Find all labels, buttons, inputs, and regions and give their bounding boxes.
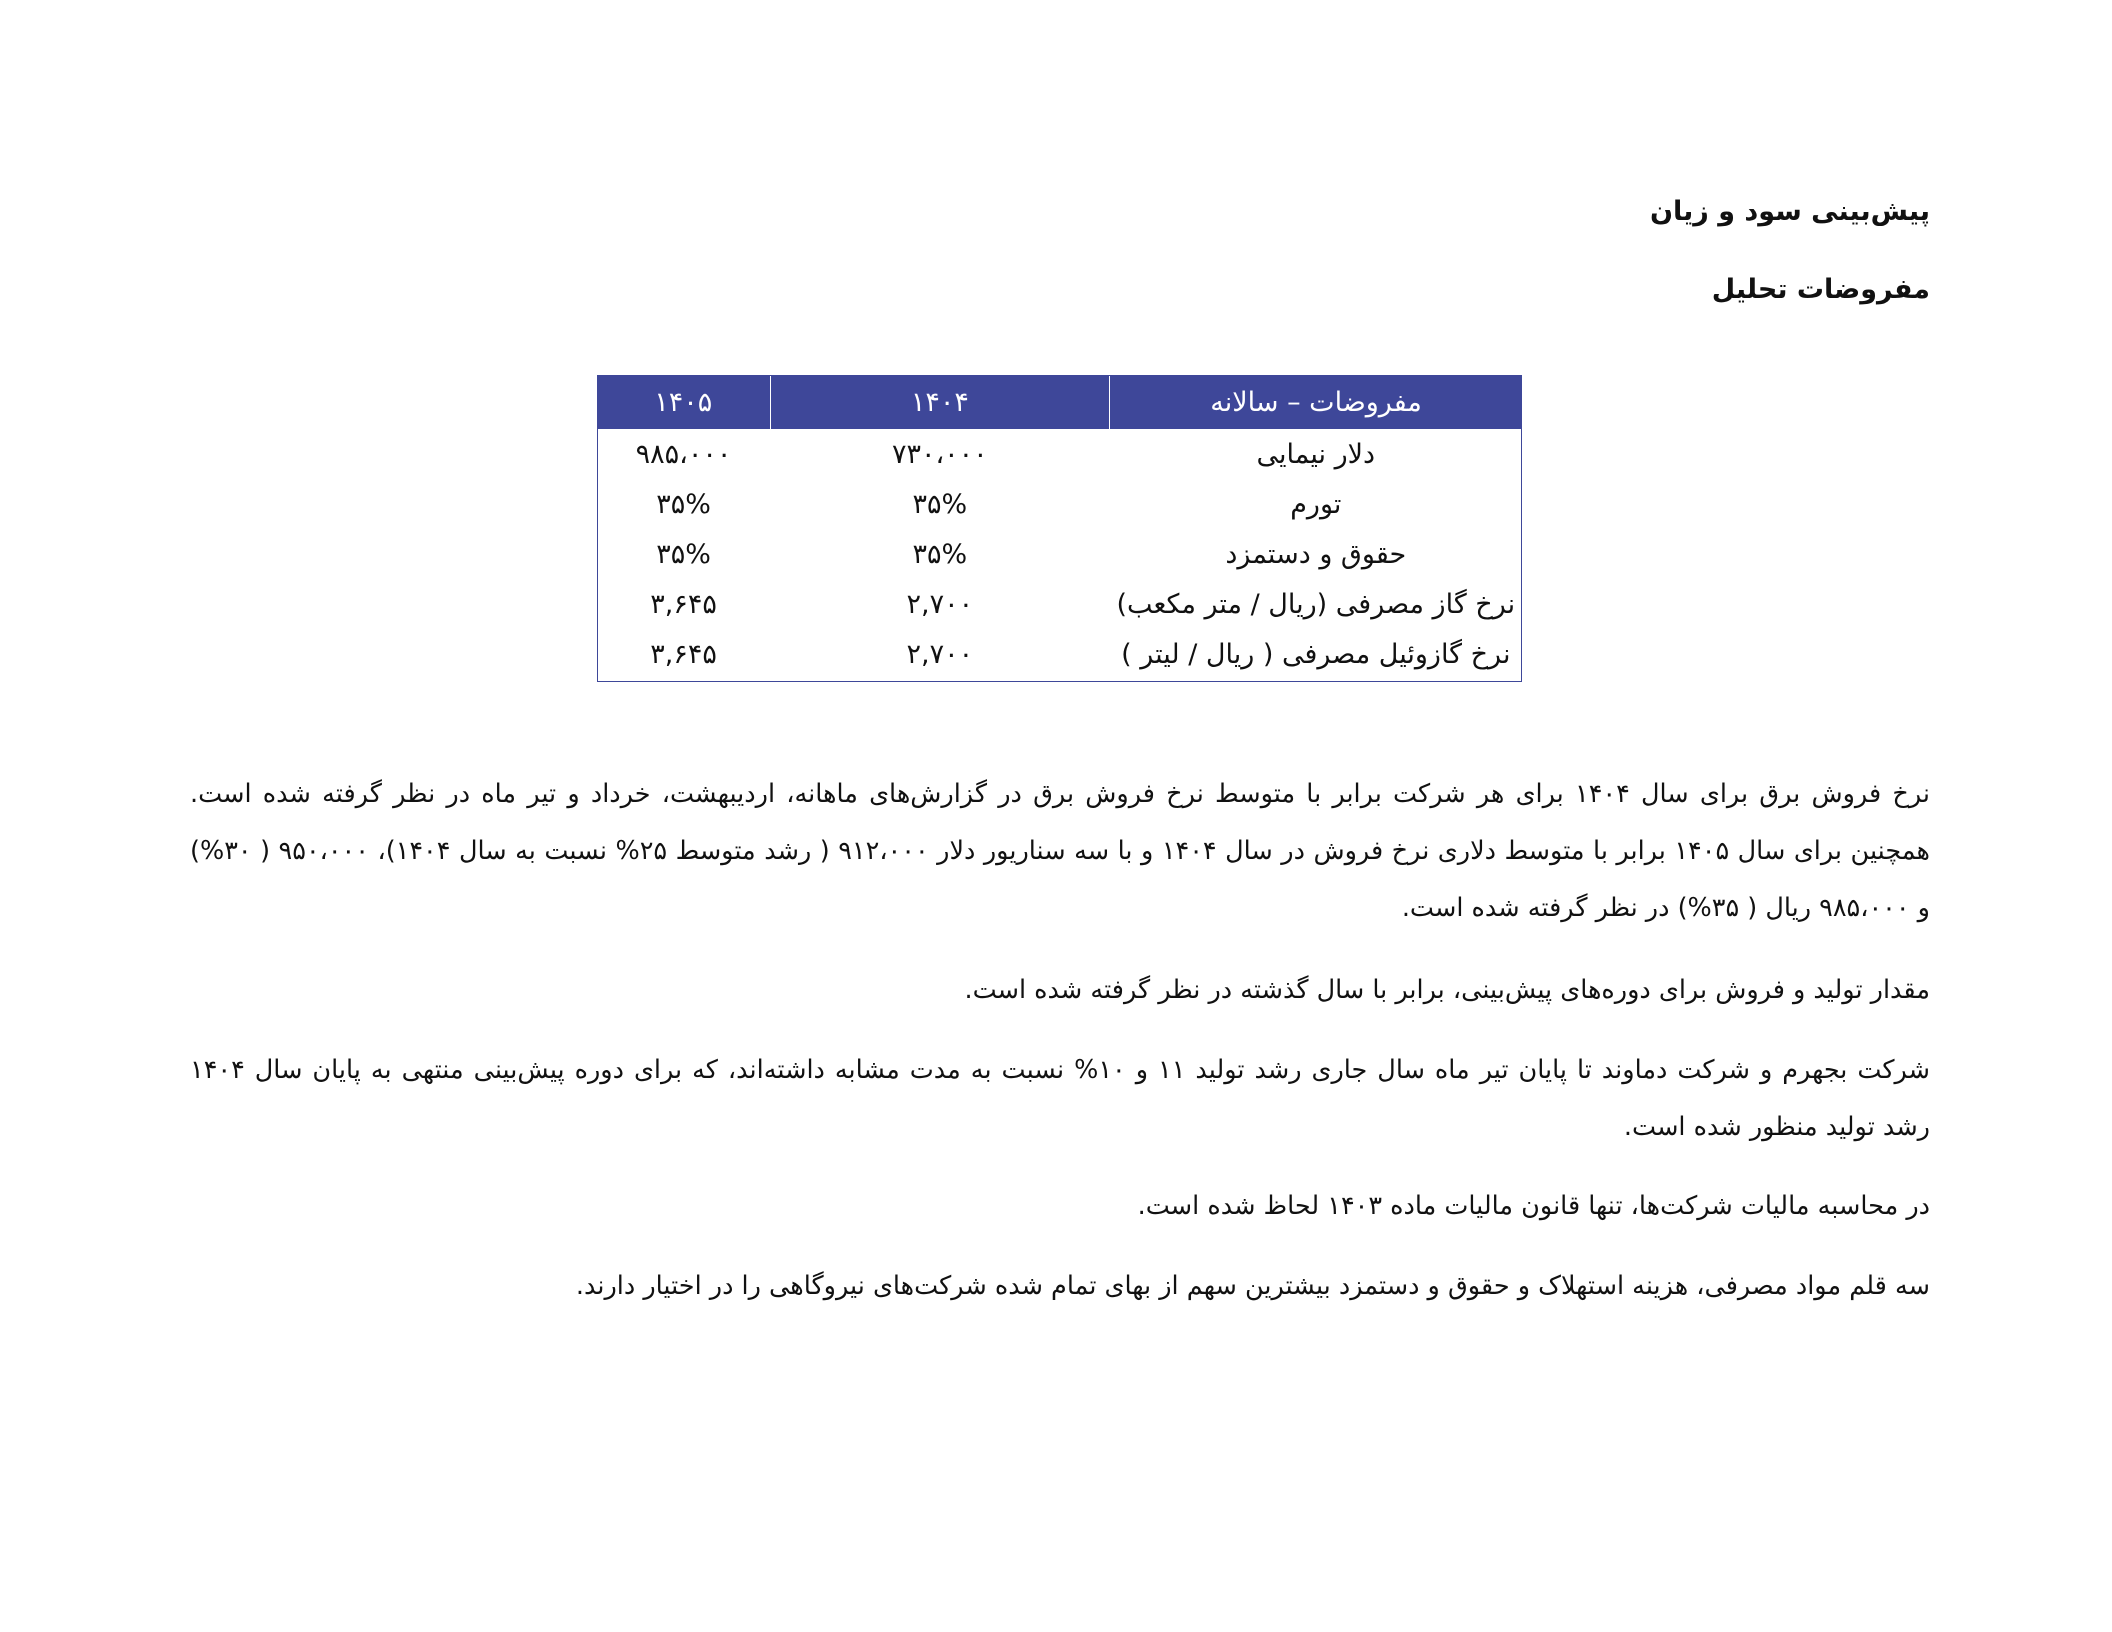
table-row — [597, 429, 1522, 479]
cell-1404: ۲,۷۰۰ — [906, 638, 974, 670]
assumptions-table — [597, 375, 1522, 679]
table-header-row — [597, 375, 1522, 429]
table-row — [597, 479, 1522, 529]
paragraph-electricity-price: نرخ فروش برق برای سال ۱۴۰۴ برای هر شرکت برابر با متوسط نرخ فروش برق در گزارش‌های ماهانه، اردیبهشت، خرداد و تیر ماه در نظر گرفته شده است. همچنین برای سال ۱۴۰۵ برابر با متوسط دلاری نرخ فروش در سال ۱۴۰۴ و با سه سناریور دلار ۹۱۲،۰۰۰ ( رشد متوسط ۲۵% نسبت به سال ۱۴۰۴)، ۹۵۰،۰۰۰ ( ۳۰%) و ۹۸۵،۰۰۰ ریال ( ۳۵%) در نظر گرفته شده است. — [190, 778, 1931, 923]
paragraph-cost-items: سه قلم مواد مصرفی، هزینه استهلاک و حقوق و دستمزد بیشترین سهم از بهای تمام شده شرکت‌های نیروگاهی را در اختیار دارند. — [575, 1270, 1930, 1301]
table-row — [597, 579, 1522, 629]
paragraph-tax: در محاسبه مالیات شرکت‌ها، تنها قانون مالیات ماده ۱۴۰۳ لحاظ شده است. — [1137, 1190, 1930, 1221]
cell-1404: ۲,۷۰۰ — [906, 588, 974, 620]
column-header-1404: ۱۴۰۴ — [770, 375, 1110, 429]
paragraph-production-volume: مقدار تولید و فروش برای دوره‌های پیش‌بینی، برابر با سال گذشته در نظر گرفته شده است. — [964, 974, 1930, 1005]
page-title: پیش‌بینی سود و زیان — [1649, 196, 1930, 227]
cell-1404: ۳۵% — [912, 488, 968, 520]
column-header-1405: ۱۴۰۵ — [597, 375, 770, 429]
column-header-assumptions: مفروضات – سالانه — [1110, 375, 1522, 429]
row-label: نرخ گازوئیل مصرفی ( ریال / لیتر ) — [1121, 638, 1511, 670]
cell-1405: ۳۵% — [656, 538, 711, 570]
row-label: حقوق و دستمزد — [1225, 538, 1407, 570]
cell-1405: ۳,۶۴۵ — [650, 588, 717, 620]
table-row — [597, 629, 1522, 679]
row-label: تورم — [1290, 488, 1342, 520]
cell-1405: ۳۵% — [656, 488, 711, 520]
section-heading: مفروضات تحلیل — [1711, 274, 1930, 305]
row-label: دلار نیمایی — [1256, 438, 1376, 470]
row-label: نرخ گاز مصرفی (ریال / متر مکعب) — [1116, 588, 1516, 620]
cell-1404: ۷۳۰،۰۰۰ — [891, 438, 988, 470]
cell-1405: ۳,۶۴۵ — [650, 638, 717, 670]
cell-1404: ۳۵% — [912, 538, 968, 570]
paragraph-production-growth: شرکت بجهرم و شرکت دماوند تا پایان تیر ماه سال جاری رشد تولید ۱۱ و ۱۰% نسبت به مدت مشابه داشته‌اند، که برای دوره پیش‌بینی منتهی به پایان سال ۱۴۰۴ رشد تولید منظور شده است. — [190, 1054, 1930, 1142]
table-row — [597, 529, 1522, 579]
cell-1405: ۹۸۵،۰۰۰ — [635, 438, 732, 470]
